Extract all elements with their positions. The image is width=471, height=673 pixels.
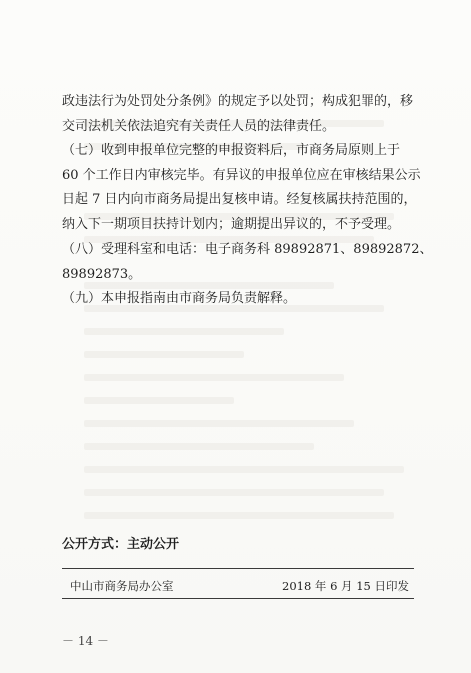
paragraph-line: （八）受理科室和电话：电子商务科 89892871、89892872、 <box>62 242 433 257</box>
paragraph-line: 89892873。 <box>62 266 142 282</box>
paragraph-contact <box>62 238 433 287</box>
page-number: － 14 － <box>62 634 109 648</box>
footer-top-rule <box>62 568 414 569</box>
footer-bottom-rule <box>62 598 414 599</box>
paragraph-line: 纳入下一期项目扶持计划内；逾期提出异议的，不予受理。 <box>62 216 401 232</box>
paragraph-review <box>62 139 421 237</box>
paragraph-line: 60 个工作日内审核完毕。有异议的申报单位应在审核结果公示 <box>62 167 421 183</box>
paragraph-line: （九）本申报指南由市商务局负责解释。 <box>62 291 297 306</box>
paragraph-line: 政违法行为处罚处分条例》的规定予以处罚；构成犯罪的，移 <box>62 94 414 109</box>
paragraph-penalty <box>62 90 414 139</box>
issuing-office: 中山市商务局办公室 <box>70 579 174 593</box>
paragraph-interpretation <box>62 287 414 312</box>
paragraph-line: （七）收到申报单位完整的申报资料后，市商务局原则上于 <box>62 143 401 158</box>
paragraph-line: 日起 7 日内向市商务局提出复核申请。经复核属扶持范围的， <box>62 192 417 208</box>
paragraph-line: 交司法机关依法追究有关责任人员的法律责任。 <box>62 118 336 134</box>
issue-date: 2018 年 6 月 15 日印发 <box>282 579 409 593</box>
disclosure-method: 公开方式：主动公开 <box>62 537 180 552</box>
